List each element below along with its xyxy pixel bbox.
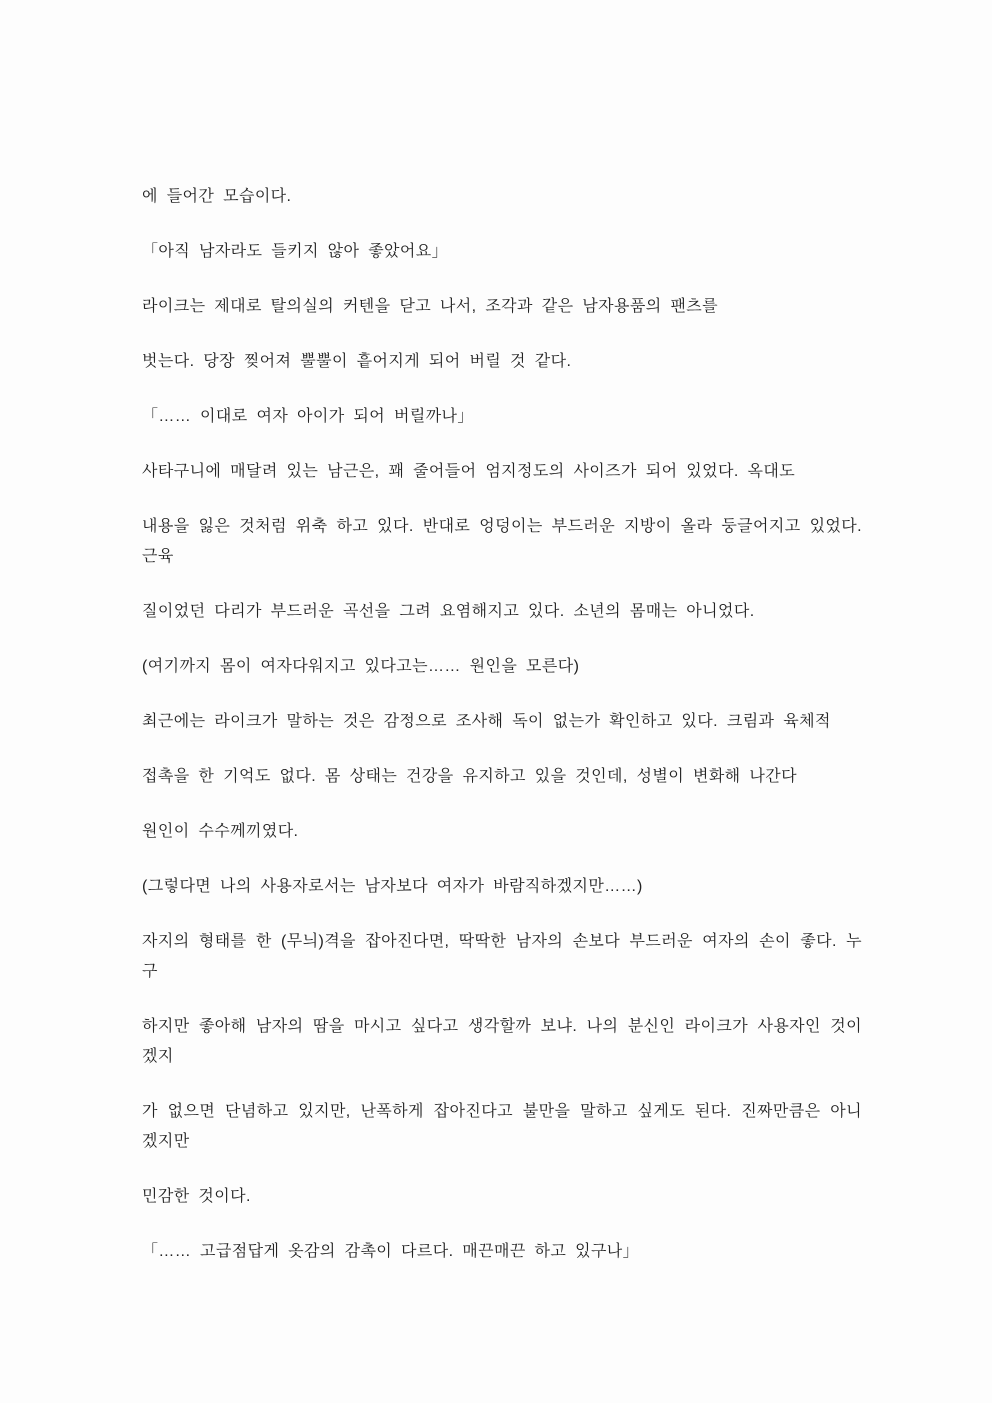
paragraph: 라이크는 제대로 탈의실의 커텐을 닫고 나서, 조각과 같은 남자용품의 팬츠를 <box>142 298 718 315</box>
paragraph: 접촉을 한 기억도 없다. 몸 상태는 건강을 유지하고 있을 것인데, 성별이 변화해 나간다 <box>142 768 797 785</box>
paragraph: 에 들어간 모습이다. <box>142 188 292 205</box>
paragraph: 질이었던 다리가 부드러운 곡선을 그려 요염해지고 있다. 소년의 몸매는 아니었다. <box>142 603 755 620</box>
paragraph: 내용을 잃은 것처럼 위축 하고 있다. 반대로 엉덩이는 부드러운 지방이 올라 둥글어지고 있었다. 근육 <box>142 518 862 565</box>
paragraph-dialogue: 「…… 고급점답게 옷감의 감촉이 다르다. 매끈매끈 하고 있구나」 <box>142 1243 640 1260</box>
paragraph-thought: (그렇다면 나의 사용자로서는 남자보다 여자가 바람직하겠지만……) <box>142 878 643 895</box>
paragraph: 사타구니에 매달려 있는 남근은, 꽤 줄어들어 엄지정도의 사이즈가 되어 있었다. 옥대도 <box>142 463 796 480</box>
paragraph-thought: (여기까지 몸이 여자다워지고 있다고는…… 원인을 모른다) <box>142 658 580 675</box>
paragraph: 가 없으면 단념하고 있지만, 난폭하게 잡아진다고 불만을 말하고 싶게도 된다. 진짜만큼은 아니겠지만 <box>142 1103 862 1150</box>
document-text-body <box>142 182 862 1292</box>
paragraph: 벗는다. 당장 찢어져 뿔뿔이 흩어지게 되어 버릴 것 같다. <box>142 353 572 370</box>
paragraph-dialogue: 「아직 남자라도 들키지 않아 좋았어요」 <box>142 243 449 260</box>
paragraph: 원인이 수수께끼였다. <box>142 823 299 840</box>
paragraph-dialogue: 「…… 이대로 여자 아이가 되어 버릴까나」 <box>142 408 474 425</box>
paragraph: 하지만 좋아해 남자의 땀을 마시고 싶다고 생각할까 보냐. 나의 분신인 라이크가 사용자인 것이겠지 <box>142 1018 862 1065</box>
paragraph: 민감한 것이다. <box>142 1188 251 1205</box>
paragraph: 자지의 형태를 한 (무늬)격을 잡아진다면, 딱딱한 남자의 손보다 부드러운 여자의 손이 좋다. 누구 <box>142 933 862 980</box>
paragraph: 최근에는 라이크가 말하는 것은 감정으로 조사해 독이 없는가 확인하고 있다. 크림과 육체적 <box>142 713 831 730</box>
